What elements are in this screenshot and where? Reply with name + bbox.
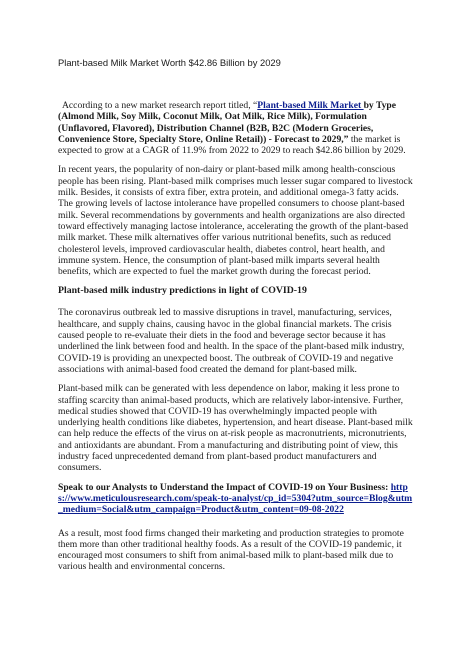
paragraph-consumer-shift: As a result, most food firms changed their marketing and production strategies to promote them more than other traditional healthy foods. As a result of the COVID-19 pandemic, it encouraged most consumers to shift from animal-based milk to plant-based milk due to various health and environmental concerns.	[58, 527, 404, 573]
intro-prefix: According to a new market research report titled, “	[62, 100, 258, 111]
report-link[interactable]: Plant-based Milk Market	[257, 100, 364, 111]
analyst-call-to-action	[58, 482, 414, 516]
analyst-link[interactable]: https://www.meticulousresearch.com/speak-to-analyst/cp_id=5304?utm_source=Blog&utm_medium=Social&utm_campaign=Product&utm_content=09-08-2022	[58, 481, 413, 516]
cta-text: Speak to our Analysts to Understand the Impact of COVID-19 on Your Business:	[58, 481, 391, 493]
intro-paragraph	[58, 100, 414, 156]
report-title: by Type (Almond Milk, Soy Milk, Coconut Milk, Oat Milk, Rice Milk), Formulation (Unflavored, Flavored), Distribution Channel (B2B, B2C (Modern Groceries, Convenience Store, Specialty Store, Online Retail)) - Forecast to 2029,”	[58, 100, 397, 145]
paragraph-covid-impact: The coronavirus outbreak led to massive disruptions in travel, manufacturing, services, healthcare, and supply chains, causing havoc in the global financial markets. The crisis caused people to re-evaluate their diets in the food and beverage sector because it has underlined the link between food and health. In the space of the plant-based milk industry, COVID-19 is providing an unexpected boost. The outbreak of COVID-19 and negative associations with animal-based food created the demand for plant-based milk.	[58, 307, 405, 375]
paragraph-labor-health: Plant-based milk can be generated with less dependence on labor, making it less prone to staffing scarcity than animal-based products, which are relatively labor-intensive. Further, medical studies showed that COVID-19 has overwhelmingly impacted people with underlying health conditions like diabetes, hypertension, and heart disease. Plant-based milk can help reduce the effects of the virus on at-risk people as macronutrients, micronutrients, and antioxidants are abundant. From a manufacturing and distributing point of view, this industry faced unprecedented demand from plant-based product manufacturers and consumers.	[58, 383, 413, 474]
section-heading: Plant-based milk industry predictions in light of COVID-19	[58, 285, 307, 297]
paragraph-market-overview: In recent years, the popularity of non-dairy or plant-based milk among health-conscious people has been rising. Plant-based milk comprises much lesser sugar compared to livestock milk. Besides, it consists of extra fiber, extra protein, and additional omega-3 fatty acids. The growing levels of lactose intolerance have propelled consumers to choose plant-based milk. Several recommendations by governments and health organizations are also directed toward effectively managing lactose intolerance, accelerating the growth of the plant-based milk market. These milk alternatives offer various nutritional benefits, such as reduced cholesterol levels, improved cardiovascular health, diabetes control, heart health, and immune system. Hence, the consumption of plant-based milk imparts several health benefits, which are expected to fuel the market growth during the forecast period.	[58, 164, 413, 278]
document-title: Plant-based Milk Market Worth $42.86 Billion by 2029	[58, 57, 281, 68]
intro-suffix: the market is expected to grow at a CAGR of 11.9% from 2022 to 2029 to reach $42.86 billion by 2029.	[58, 133, 406, 157]
